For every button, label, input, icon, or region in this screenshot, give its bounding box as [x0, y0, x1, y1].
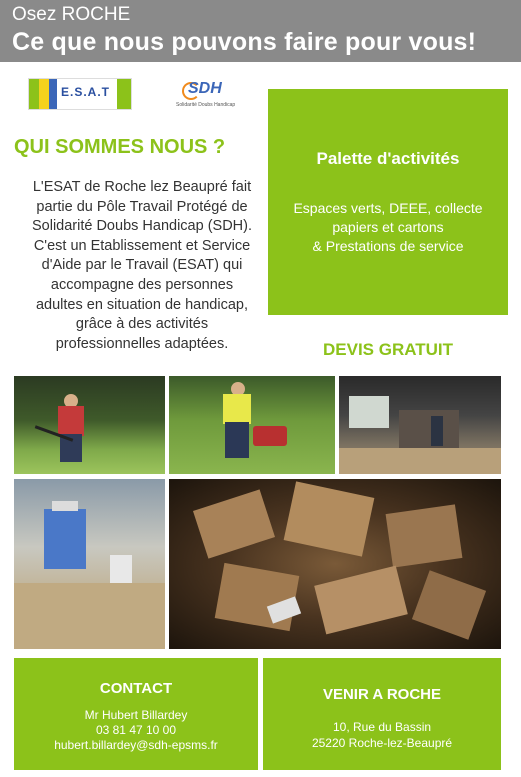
who-line: C'est un Etablissement et Service [33, 237, 251, 254]
esat-logo [28, 78, 132, 110]
photo-electronics [169, 479, 501, 649]
who-line: accompagne des personnes [50, 276, 234, 293]
contact-email[interactable]: hubert.billardey@sdh-epsms.fr [54, 738, 218, 752]
who-title: QUI SOMMES NOUS ? [14, 136, 226, 158]
photo-brushcutter [14, 376, 165, 474]
venir-street: 10, Rue du Bassin [332, 720, 432, 734]
venir-city: 25220 Roche-lez-Beaupré [311, 736, 453, 750]
venir-box [263, 658, 501, 770]
who-line: professionnelles adaptées. [55, 335, 229, 352]
who-line: partie du Pôle Travail Protégé de [36, 198, 248, 215]
palette-line: & Prestations de service [312, 238, 464, 254]
header-subtitle: Osez ROCHE [12, 4, 131, 25]
contact-title: CONTACT [99, 680, 173, 697]
who-body [8, 178, 276, 354]
photo-mowing [169, 376, 335, 474]
sdh-logo [176, 80, 236, 110]
photo-baler [14, 479, 165, 649]
who-line: grâce à des activités [75, 316, 209, 333]
esat-logo-text: E.S.A.T [61, 85, 111, 99]
who-line: d'Aide par le Travail (ESAT) qui [41, 257, 243, 274]
palette-line: papiers et cartons [332, 219, 444, 235]
contact-name: Mr Hubert Billardey [84, 708, 188, 722]
contact-phone[interactable]: 03 81 47 10 00 [95, 723, 177, 737]
header-title: Ce que nous pouvons faire pour vous! [12, 28, 477, 56]
who-line: L'ESAT de Roche lez Beaupré fait [32, 179, 252, 195]
who-line: adultes en situation de handicap, [35, 296, 249, 313]
devis-gratuit: DEVIS GRATUIT [322, 340, 454, 359]
sdh-logo-text: SDH [188, 80, 222, 97]
palette-title: Palette d'activités [316, 149, 460, 168]
palette-line: Espaces verts, DEEE, collecte [293, 200, 483, 216]
photo-warehouse [339, 376, 501, 474]
palette-box [268, 89, 508, 315]
logos-row [28, 78, 236, 114]
venir-title: VENIR A ROCHE [322, 686, 442, 703]
palette-body [278, 199, 498, 256]
header-banner [0, 0, 521, 62]
who-line: Solidarité Doubs Handicap (SDH). [31, 218, 252, 235]
contact-box [14, 658, 258, 770]
sdh-logo-caption: Solidarité Doubs Handicap [176, 102, 236, 108]
